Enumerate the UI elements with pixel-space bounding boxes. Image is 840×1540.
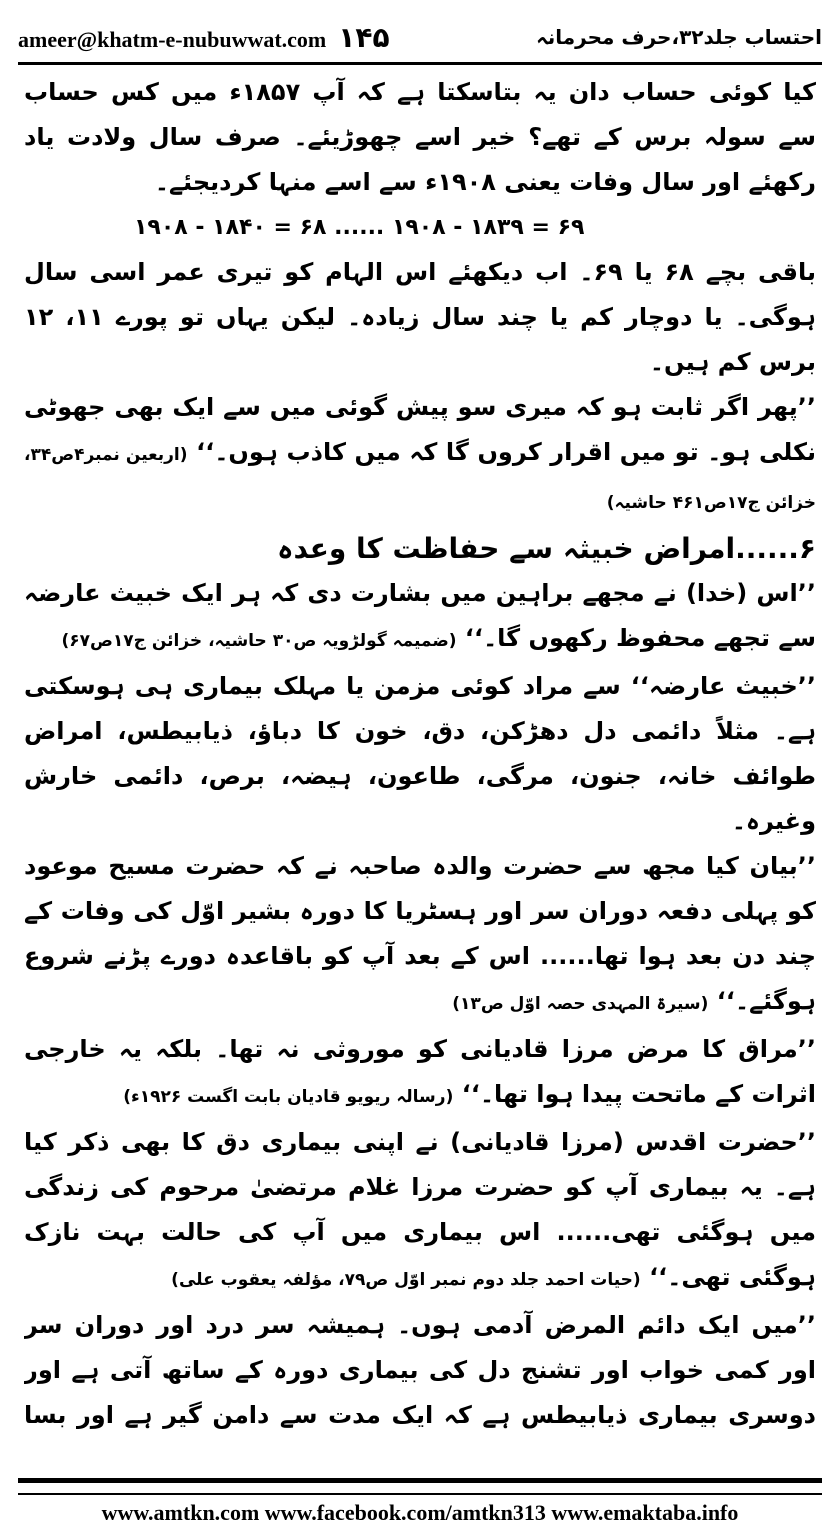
quote-4-text: ’’مراق کا مرض مرزا قادیانی کو موروثی نہ تھا۔ بلکہ یہ خارجی اثرات کے ماتحت پیدا ہوا تھا۔‘‘ [24, 1035, 816, 1108]
quote-2 [24, 571, 816, 664]
quote-6 [24, 1303, 816, 1442]
footer-links: www.amtkn.com www.facebook.com/amtkn313 www.emaktaba.info [101, 1500, 739, 1525]
paragraph-1: کیا کوئی حساب دان یہ بتاسکتا ہے کہ آپ ۱۸۵۷ء میں کس حساب سے سولہ برس کے تھے؟ خیر اسے چھوڑیئے۔ صرف سال ولادت یاد رکھئے اور سال وفات یعنی ۱۹۰۸ء سے اسے منہا کردیجئے۔ [24, 78, 816, 196]
footer-rule [18, 1478, 822, 1495]
page-body [24, 70, 816, 1442]
quote-1 [24, 385, 816, 526]
quote-1-text: ’’پھر اگر ثابت ہو کہ میری سو پیش گوئی میں سے ایک بھی جھوٹی نکلی ہو۔ تو میں اقرار کروں گا کہ میں کاذب ہوں۔‘‘ [24, 393, 816, 466]
quote-4-reference: (رسالہ ریویو قادیان بابت اگست ۱۹۲۶ء) [123, 1087, 454, 1107]
quote-5-text: ’’حضرت اقدس (مرزا قادیانی) نے اپنی بیماری دق کا بھی ذکر کیا ہے۔ یہ بیماری آپ کو حضرت مرزا غلام مرتضیٰ مرحوم کی زندگی میں ہوگئی تھی...... اس بیماری میں آپ کی حالت بہت نازک ہوگئی تھی۔‘‘ [24, 1128, 816, 1291]
quote-4 [24, 1027, 816, 1120]
quote-6-text: ’’میں ایک دائم المرض آدمی ہوں۔ ہمیشہ سر درد اور دوران سر اور کمی خواب اور تشنج دل کی بیماری دورہ کے ساتھ آتی ہے اور دوسری بیماری ذیابیطس ہے کہ ایک مدت سے دامن گیر ہے اور بسا [24, 1311, 816, 1429]
running-title: احتساب جلد۳۲،حرف محرمانہ [536, 25, 822, 49]
quote-2-text: ’’اس (خدا) نے مجھے براہین میں بشارت دی کہ ہر ایک خبیث عارضہ سے تجھے محفوظ رکھوں گا۔‘‘ [24, 579, 816, 652]
quote-5-reference: (حیات احمد جلد دوم نمبر اوّل ص۷۹، مؤلفہ یعقوب علی) [171, 1270, 641, 1290]
quote-3-reference: (سیرۃ المہدی حصہ اوّل ص۱۳) [452, 994, 709, 1014]
section-heading: ۶......امراض خبیثہ سے حفاظت کا وعدہ [277, 532, 816, 565]
quote-3 [24, 844, 816, 1027]
header-email: ameer@khatm-e-nubuwwat.com [18, 26, 327, 52]
header-rule [18, 62, 822, 65]
paragraph-3: ’’خبیث عارضہ‘‘ سے مراد کوئی مزمن یا مہلک بیماری ہی ہوسکتی ہے۔ مثلاً دائمی دل دھڑکن، دق، خون کا دباؤ، ذیابیطس، امراض طوائف خانہ، جنون، مرگی، طاعون، ہیضہ، برص، دائمی خارش وغیرہ۔ [24, 672, 816, 835]
page-header [18, 14, 822, 60]
quote-5 [24, 1120, 816, 1303]
quote-1-reference: (اربعین نمبر۴ص۳۴، خزائن ج۱۷ص۴۶۱ حاشیہ) [24, 445, 816, 513]
paragraph-2: باقی بچے ۶۸ یا ۶۹۔ اب دیکھئے اس الہام کو تیری عمر اسی سال ہوگی۔ یا دوچار کم یا چند سال زیادہ۔ لیکن یہاں تو پورے ۱۱، ۱۲ برس کم ہیں۔ [24, 258, 816, 376]
header-left [18, 21, 390, 54]
quote-3-text: ’’بیان کیا مجھ سے حضرت والدہ صاحبہ نے کہ حضرت مسیح موعود کو پہلی دفعہ دوران سر اور ہسٹریا کا دورہ بشیر اوّل کی وفات کے چند دن بعد ہوا تھا...... اس کے بعد آپ کو باقاعدہ دورے پڑنے شروع ہوگئے۔‘‘ [24, 852, 816, 1015]
page-number: ۱۴۵ [338, 20, 390, 54]
quote-2-reference: (ضمیمہ گولڑویہ ص۳۰ حاشیہ، خزائن ج۱۷ص۶۷) [61, 631, 457, 651]
age-equation: ۱۹۰۸ - ۱۸۴۰ = ۶۸ ...... ۱۹۰۸ - ۱۸۳۹ = ۶۹ [134, 215, 585, 240]
